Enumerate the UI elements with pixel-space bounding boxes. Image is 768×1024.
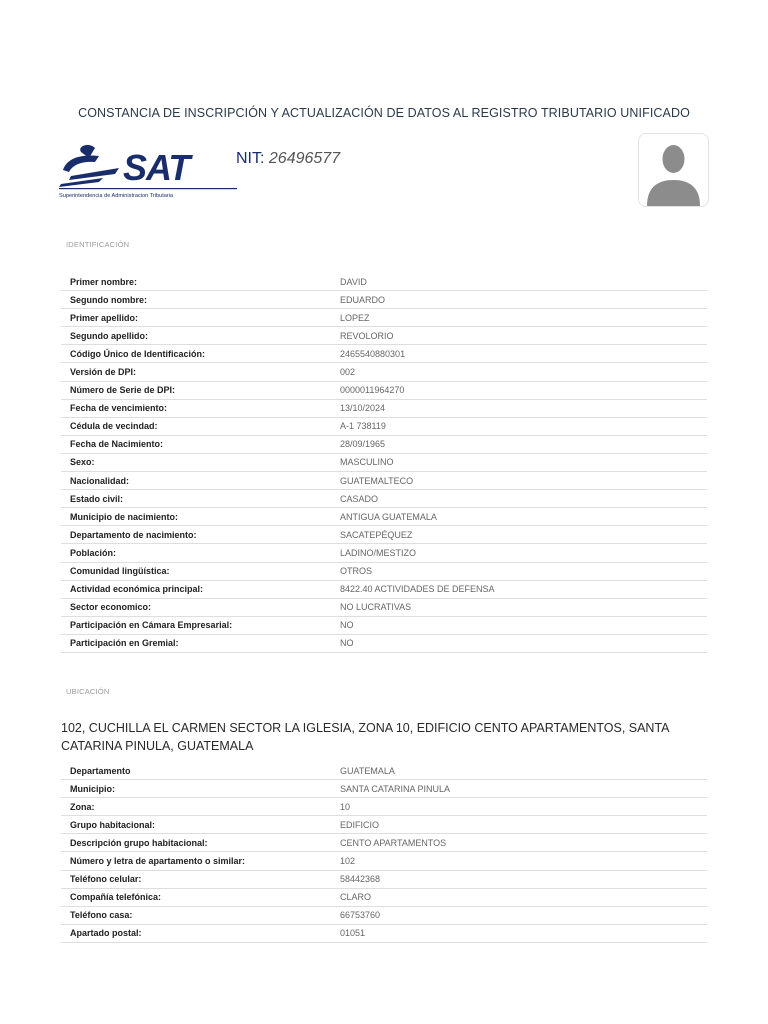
document-title: CONSTANCIA DE INSCRIPCIÓN Y ACTUALIZACIÓN DE DATOS AL REGISTRO TRIBUTARIO UNIFICADO [78, 106, 690, 120]
table-row [61, 309, 707, 327]
table-row [61, 363, 707, 381]
row-label: Descripción grupo habitacional: [70, 837, 208, 848]
row-label: Segundo nombre: [70, 294, 147, 305]
row-value: LADINO/MESTIZO [340, 547, 417, 558]
table-row [61, 635, 707, 653]
row-label: Primer apellido: [70, 312, 139, 323]
table-row [61, 889, 707, 907]
row-label: Apartado postal: [70, 928, 142, 939]
nit-value: 26496577 [268, 150, 341, 167]
row-label: Departamento [70, 765, 131, 776]
row-value: SACATEPÉQUEZ [340, 529, 413, 540]
row-value: 28/09/1965 [340, 439, 386, 450]
row-label: Código Único de Identificación: [70, 348, 205, 359]
table-row [61, 563, 707, 581]
row-label: Participación en Gremial: [70, 638, 179, 649]
row-value: 01051 [340, 928, 366, 939]
row-value: 102 [340, 856, 356, 867]
row-label: Grupo habitacional: [70, 819, 156, 830]
table-row [61, 327, 707, 345]
table-row [61, 599, 707, 617]
table-row [61, 798, 707, 816]
row-value: NO [340, 638, 354, 649]
section-label-ubicacion: UBICACIÓN [66, 687, 110, 696]
table-row [61, 273, 707, 291]
row-value: 10 [340, 801, 351, 812]
row-value: 2465540880301 [340, 348, 406, 359]
row-value: DAVID [340, 276, 367, 287]
sat-logo [59, 140, 239, 200]
row-value: ANTIGUA GUATEMALA [340, 511, 437, 522]
row-value: 66753760 [340, 910, 381, 921]
identificacion-table [61, 273, 707, 653]
row-value: LOPEZ [340, 312, 370, 323]
row-label: Municipio: [70, 783, 115, 794]
table-row [61, 436, 707, 454]
user-silhouette-icon [639, 134, 708, 206]
row-label: Teléfono casa: [70, 910, 133, 921]
row-label: Versión de DPI: [70, 367, 137, 378]
row-label: Departamento de nacimiento: [70, 529, 197, 540]
sat-logo-icon [59, 140, 239, 200]
svg-text:SAT: SAT [123, 147, 190, 188]
row-label: Municipio de nacimiento: [70, 511, 179, 522]
table-row [61, 925, 707, 943]
row-label: Participación en Cámara Empresarial: [70, 620, 233, 631]
row-value: EDIFICIO [340, 819, 380, 830]
row-label: Población: [70, 547, 117, 558]
row-label: Compañía telefónica: [70, 892, 162, 903]
row-label: Número de Serie de DPI: [70, 385, 176, 396]
table-row [61, 852, 707, 870]
row-value: CENTO APARTAMENTOS [340, 837, 447, 848]
table-row [61, 871, 707, 889]
table-row [61, 400, 707, 418]
row-value: 8422.40 ACTIVIDADES DE DEFENSA [340, 584, 495, 595]
row-value: 002 [340, 367, 356, 378]
full-address: 102, CUCHILLA EL CARMEN SECTOR LA IGLESIA, ZONA 10, EDIFICIO CENTO APARTAMENTOS, SANTA CATARINA PINULA, GUATEMALA [61, 721, 669, 753]
table-row [61, 762, 707, 780]
nit-display [236, 150, 340, 168]
table-row [61, 345, 707, 363]
row-label: Sector economico: [70, 602, 152, 613]
row-value: NO LUCRATIVAS [340, 602, 412, 613]
row-label: Número y letra de apartamento o similar: [70, 856, 246, 867]
table-row [61, 617, 707, 635]
table-row [61, 454, 707, 472]
table-row [61, 472, 707, 490]
avatar [638, 133, 709, 207]
row-label: Primer nombre: [70, 276, 138, 287]
nit-label: NIT: [236, 150, 265, 167]
row-label: Teléfono celular: [70, 874, 142, 885]
row-label: Zona: [70, 801, 95, 812]
row-value: SANTA CATARINA PINULA [340, 783, 451, 794]
row-value: GUATEMALA [340, 765, 395, 776]
row-label: Actividad económica principal: [70, 584, 204, 595]
row-label: Comunidad lingüística: [70, 566, 170, 577]
row-value: NO [340, 620, 354, 631]
table-row [61, 816, 707, 834]
table-row [61, 544, 707, 562]
row-value: OTROS [340, 566, 373, 577]
row-label: Cédula de vecindad: [70, 421, 158, 432]
row-label: Fecha de vencimiento: [70, 403, 168, 414]
table-row [61, 508, 707, 526]
row-value: MASCULINO [340, 457, 394, 468]
row-label: Nacionalidad: [70, 475, 130, 486]
row-value: CASADO [340, 493, 379, 504]
table-row [61, 490, 707, 508]
row-label: Fecha de Nacimiento: [70, 439, 164, 450]
row-label: Segundo apellido: [70, 330, 148, 341]
table-row [61, 526, 707, 544]
row-label: Sexo: [70, 457, 95, 468]
table-row [61, 418, 707, 436]
row-value: 0000011964270 [340, 385, 405, 396]
row-label: Estado civil: [70, 493, 124, 504]
table-row [61, 907, 707, 925]
table-row [61, 780, 707, 798]
row-value: EDUARDO [340, 294, 386, 305]
table-row [61, 382, 707, 400]
logo-subtitle: Superintendencia de Administracion Tributaria [59, 193, 174, 199]
row-value: REVOLORIO [340, 330, 394, 341]
table-row [61, 834, 707, 852]
row-value: A-1 738119 [340, 421, 386, 432]
ubicacion-table [61, 762, 707, 943]
row-value: GUATEMALTECO [340, 475, 414, 486]
row-value: 13/10/2024 [340, 403, 386, 414]
table-row [61, 291, 707, 309]
row-value: CLARO [340, 892, 372, 903]
table-row [61, 581, 707, 599]
row-value: 58442368 [340, 874, 381, 885]
section-label-identificacion: IDENTIFICACIÓN [66, 240, 130, 249]
